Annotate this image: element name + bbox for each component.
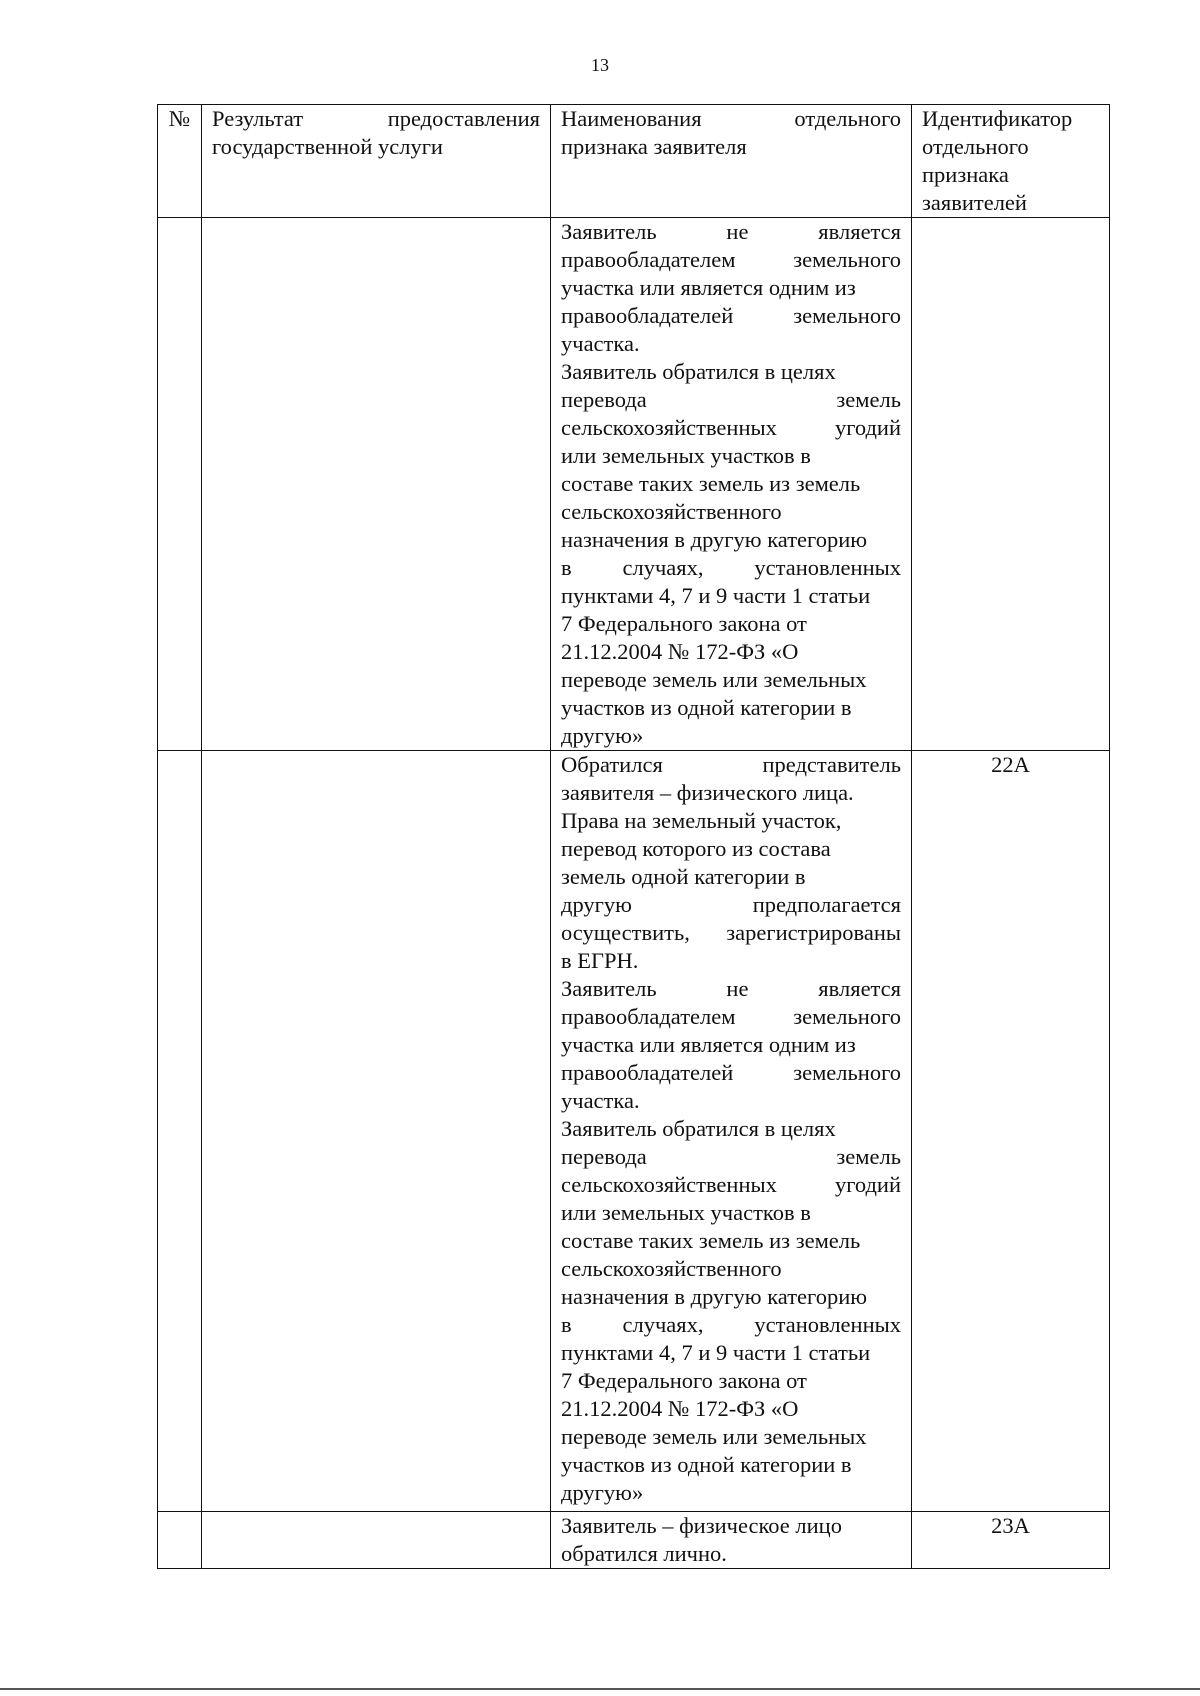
attribute-line: перевода земель xyxy=(561,1144,901,1169)
row-attribute-cell xyxy=(551,1512,912,1569)
row-result-cell xyxy=(202,1512,551,1569)
row-result-cell xyxy=(202,751,551,1512)
attribute-line: 21.12.2004 № 172-ФЗ «О xyxy=(561,1396,799,1421)
row-number-cell xyxy=(158,751,202,1512)
attribute-line: назначения в другую категорию xyxy=(561,1284,868,1309)
attribute-line: сельскохозяйственного xyxy=(561,499,782,524)
row-identifier-cell: 23А xyxy=(912,1512,1110,1569)
header-id-line4: заявителей xyxy=(922,190,1027,215)
attribute-line: Права на земельный участок, xyxy=(561,808,842,833)
attribute-line: правообладателей земельного xyxy=(561,1060,901,1085)
attribute-line: участка. xyxy=(561,1088,640,1113)
header-id-line2: отдельного xyxy=(922,134,1029,159)
attribute-line: участка или является одним из xyxy=(561,275,856,300)
attribute-line: заявителя – физического лица. xyxy=(561,780,854,805)
attribute-line: составе таких земель из земель xyxy=(561,1228,861,1253)
row-identifier-cell: 22А xyxy=(912,751,1110,1512)
attribute-line: правообладателей земельного xyxy=(561,303,901,328)
attribute-lines xyxy=(561,751,901,1507)
attribute-line: 7 Федерального закона от xyxy=(561,1368,807,1393)
table-row xyxy=(158,751,1110,1512)
attribute-line: или земельных участков в xyxy=(561,1200,811,1225)
attribute-line: в случаях, установленных xyxy=(561,555,901,580)
attribute-line: участков из одной категории в xyxy=(561,1452,852,1477)
header-result-line2: государственной услуги xyxy=(212,134,443,159)
attribute-line: переводе земель или земельных xyxy=(561,1424,867,1449)
row-attribute-cell xyxy=(551,218,912,751)
row-number-cell xyxy=(158,218,202,751)
attribute-line: Заявитель обратился в целях xyxy=(561,359,836,384)
attribute-lines xyxy=(561,218,901,750)
attribute-line: участка. xyxy=(561,331,640,356)
attribute-line: назначения в другую категорию xyxy=(561,527,868,552)
row-result-cell xyxy=(202,218,551,751)
attribute-line: другую» xyxy=(561,1480,644,1505)
applicant-attributes-table xyxy=(157,104,1110,1569)
attribute-line: пунктами 4, 7 и 9 части 1 статьи xyxy=(561,583,871,608)
attribute-line: земель одной категории в xyxy=(561,864,806,889)
header-name-line1: Наименования отдельного xyxy=(561,106,901,131)
header-result xyxy=(202,105,551,218)
row-identifier-cell xyxy=(912,218,1110,751)
attribute-line: правообладателем земельного xyxy=(561,1004,901,1029)
row-number-cell xyxy=(158,1512,202,1569)
attribute-line: пунктами 4, 7 и 9 части 1 статьи xyxy=(561,1340,871,1365)
attribute-line: Заявитель не является xyxy=(561,219,901,244)
attribute-line: правообладателем земельного xyxy=(561,247,901,272)
attribute-line: перевода земель xyxy=(561,387,901,412)
attribute-line: 7 Федерального закона от xyxy=(561,611,807,636)
table-header-row xyxy=(158,105,1110,218)
header-name-line2: признака заявителя xyxy=(561,134,747,159)
attribute-line: сельскохозяйственных угодий xyxy=(561,415,901,440)
page-bottom-rule xyxy=(0,1688,1200,1690)
attribute-line: 21.12.2004 № 172-ФЗ «О xyxy=(561,639,799,664)
page-number: 13 xyxy=(591,55,609,75)
attribute-line: в ЕГРН. xyxy=(561,948,639,973)
table-row xyxy=(158,218,1110,751)
attribute-line: осуществить, зарегистрированы xyxy=(561,920,901,945)
attribute-line: Заявитель обратился в целях xyxy=(561,1116,836,1141)
attribute-line: Заявитель не является xyxy=(561,976,901,1001)
header-identifier xyxy=(912,105,1110,218)
attribute-line: перевод которого из состава xyxy=(561,836,831,861)
header-id-line1: Идентификатор xyxy=(922,106,1073,131)
attribute-line: сельскохозяйственного xyxy=(561,1256,782,1281)
table-row xyxy=(158,1512,1110,1569)
header-id-line3: признака xyxy=(922,162,1009,187)
header-result-line1: Результат предоставления xyxy=(212,106,540,131)
attribute-line: составе таких земель из земель xyxy=(561,471,861,496)
attribute-line: Обратился представитель xyxy=(561,752,901,777)
attribute-line: другую предполагается xyxy=(561,892,901,917)
attribute-line: участка или является одним из xyxy=(561,1032,856,1057)
attribute-line: сельскохозяйственных угодий xyxy=(561,1172,901,1197)
attribute-lines xyxy=(561,1512,901,1568)
attribute-line: в случаях, установленных xyxy=(561,1312,901,1337)
attribute-line: переводе земель или земельных xyxy=(561,667,867,692)
attribute-line: Заявитель – физическое лицо xyxy=(561,1513,842,1538)
attribute-line: или земельных участков в xyxy=(561,443,811,468)
row-attribute-cell xyxy=(551,751,912,1512)
attribute-line: участков из одной категории в xyxy=(561,695,852,720)
attribute-line: обратился лично. xyxy=(561,1541,727,1566)
header-attribute-name xyxy=(551,105,912,218)
header-number: № xyxy=(158,105,202,218)
attribute-line: другую» xyxy=(561,723,644,748)
